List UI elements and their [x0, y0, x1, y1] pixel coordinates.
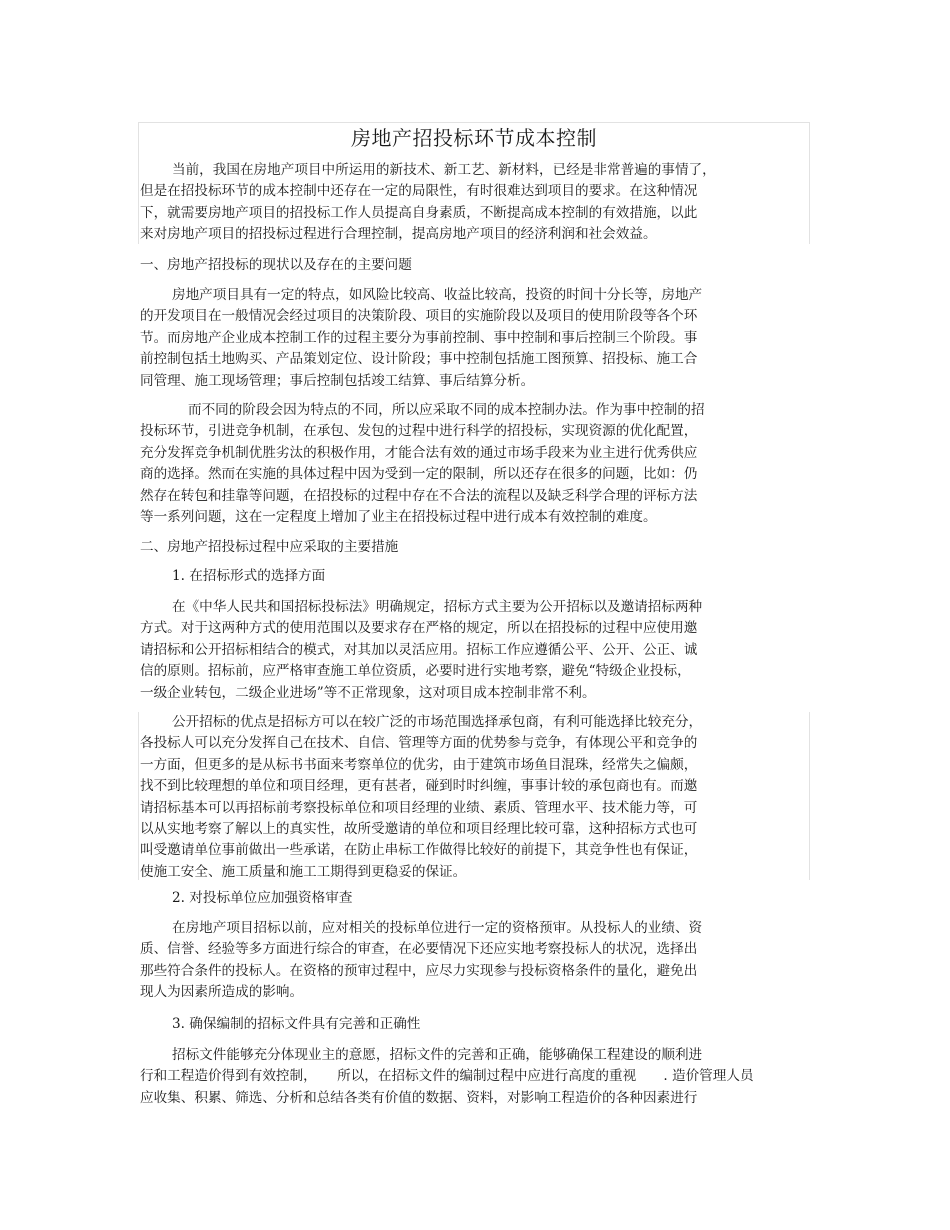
text-line: 公开招标的优点是招标方可以在较广泛的市场范围选择承包商，有利可能选择比较充分， [172, 714, 703, 730]
text-line: 等一系列问题，这在一定程度上增加了业主在招投标过程中进行成本有效控制的难度。 [140, 509, 657, 526]
text-line: 下，就需要房地产项目的招投标工作人员提高自身素质，不断提高成本控制的有效措施，以此 [140, 204, 698, 221]
text-line: 各投标人可以充分发挥自己在技术、自信、管理等方面的优势参与竞争，有体现公平和竞争的 [140, 735, 698, 752]
text-line: 在《中华人民共和国招标投标法》明确规定，招标方式主要为公开招标以及邀请招标两种 [172, 599, 703, 615]
subsection-1-paragraph-2 [140, 712, 740, 883]
text-line: 现人为因素所造成的影响。 [140, 984, 304, 1001]
text-line: 然存在转包和挂靠等问题，在招投标的过程中存在不合法的流程以及缺乏科学合理的评标方法 [140, 487, 698, 504]
subsection-1-heading: 1. 在招标形式的选择方面 [172, 568, 326, 584]
page-frame-left-border-lower [138, 712, 139, 880]
section-2-heading: 二、房地产招投标过程中应采取的主要措施 [140, 539, 399, 555]
text-line: 房地产项目具有一定的特点，如风险比较高、收益比较高，投资的时间十分长等，房地产 [172, 287, 703, 303]
section-1-paragraph-1 [140, 285, 740, 392]
text-line: 但是在招投标环节的成本控制中还存在一定的局限性，有时很难达到项目的要求。在这种情况 [140, 183, 698, 200]
text-line: 那些符合条件的投标人。在资格的预审过程中，应尽力实现参与投标资格条件的量化，避免出 [140, 962, 698, 979]
text-line: 节。而房地产企业成本控制工作的过程主要分为事前控制、事中控制和事后控制三个阶段。事 [140, 329, 698, 346]
text-line: 方式。对于这两种方式的使用范围以及要求存在严格的规定，所以在招投标的过程中应使用邀 [140, 620, 698, 637]
text-line: 在房地产项目招标以前，应对相关的投标单位进行一定的资格预审。从投标人的业绩、资 [172, 920, 703, 936]
text-line: 的开发项目在一般情况会经过项目的决策阶段、项目的实施阶段以及项目的使用阶段等各个环 [140, 308, 698, 325]
page-frame-right-border-lower [809, 712, 810, 880]
subsection-2-heading: 2. 对投标单位应加强资格审查 [172, 890, 353, 906]
text-line: 以从实地考察了解以上的真实性，故所受邀请的单位和项目经理比较可靠，这种招标方式也可 [140, 821, 698, 838]
section-1-heading: 一、房地产招投标的现状以及存在的主要问题 [140, 257, 412, 273]
text-line: 投标环节，引进竞争机制，在承包、发包的过程中进行科学的招投标，实现资源的优化配置， [140, 423, 698, 440]
text-line: 请招标和公开招标相结合的模式，对其加以灵活应用。招标工作应遵循公平、公开、公正、诚 [140, 641, 698, 658]
text-line: 质、信誉、经验等多方面进行综合的审查，在必要情况下还应实地考察投标人的状况，选择出 [140, 941, 698, 958]
subsection-2-paragraph [140, 918, 740, 1004]
text-line: 使施工安全、施工质量和施工工期得到更稳妥的保证。 [140, 863, 467, 880]
subsection-3-heading: 3. 确保编制的招标文件具有完善和正确性 [172, 1016, 421, 1032]
text-line: 当前，我国在房地产项目中所运用的新技术、新工艺、新材料，已经是非常普遍的事情了， [172, 162, 716, 178]
text-line: 充分发挥竞争机制优胜劣汰的积极作用，才能合法有效的通过市场手段来为业主进行优秀供应 [140, 444, 698, 461]
intro-paragraph [140, 160, 740, 246]
text-line: 叫受邀请单位事前做出一些承诺，在防止串标工作做得比较好的前提下，其竞争性也有保证， [140, 842, 698, 859]
subsection-1-paragraph-1 [140, 597, 740, 704]
document-title: 房地产招投标环节成本控制 [351, 126, 597, 150]
text-line: 前控制包括土地购买、产品策划定位、设计阶段；事中控制包括施工图预算、招投标、施工合 [140, 351, 698, 368]
text-line: 信的原则。招标前，应严格审查施工单位资质，必要时进行实地考察，避免“特级企业投标， [140, 663, 691, 680]
text-line: 找不到比较理想的单位和项目经理，更有甚者，碰到时时纠缠，事事计较的承包商也有。而邀 [140, 778, 698, 795]
text-line: 招标文件能够充分体现业主的意愿，招标文件的完善和正确，能够确保工程建设的顺利进 [172, 1047, 703, 1063]
subsection-3-paragraph [140, 1045, 805, 1109]
page-frame-top-border [138, 122, 810, 123]
text-line: 来对房地产项目的招投标过程进行合理控制，提高房地产项目的经济利润和社会效益。 [140, 226, 657, 243]
section-1-paragraph-2 [140, 400, 740, 528]
text-line: 商的选择。然而在实施的具体过程中因为受到一定的限制，所以还存在很多的问题，比如：仍 [140, 466, 698, 483]
text-line: 一方面，但更多的是从标书书面来考察单位的优劣，由于建筑市场鱼目混珠，经常失之偏颇， [140, 756, 698, 773]
text-line: 而不同的阶段会因为特点的不同，所以应采取不同的成本控制办法。作为事中控制的招 [188, 402, 705, 418]
text-line: 一级企业转包，二级企业进场”等不正常现象，这对项目成本控制非常不利。 [140, 684, 596, 701]
text-line: 应收集、积累、筛选、分析和总结各类有价值的数据、资料，对影响工程造价的各种因素进行 [140, 1089, 698, 1106]
text-line: 行和工程造价得到有效控制， 所以，在招标文件的编制过程中应进行高度的重视 . 造价管理人员 [140, 1068, 754, 1085]
text-line: 请招标基本可以再招标前考察投标单位和项目经理的业绩、素质、管理水平、技术能力等，可 [140, 799, 698, 816]
text-line: 同管理、施工现场管理；事后控制包括竣工结算、事后结算分析。 [140, 372, 535, 389]
